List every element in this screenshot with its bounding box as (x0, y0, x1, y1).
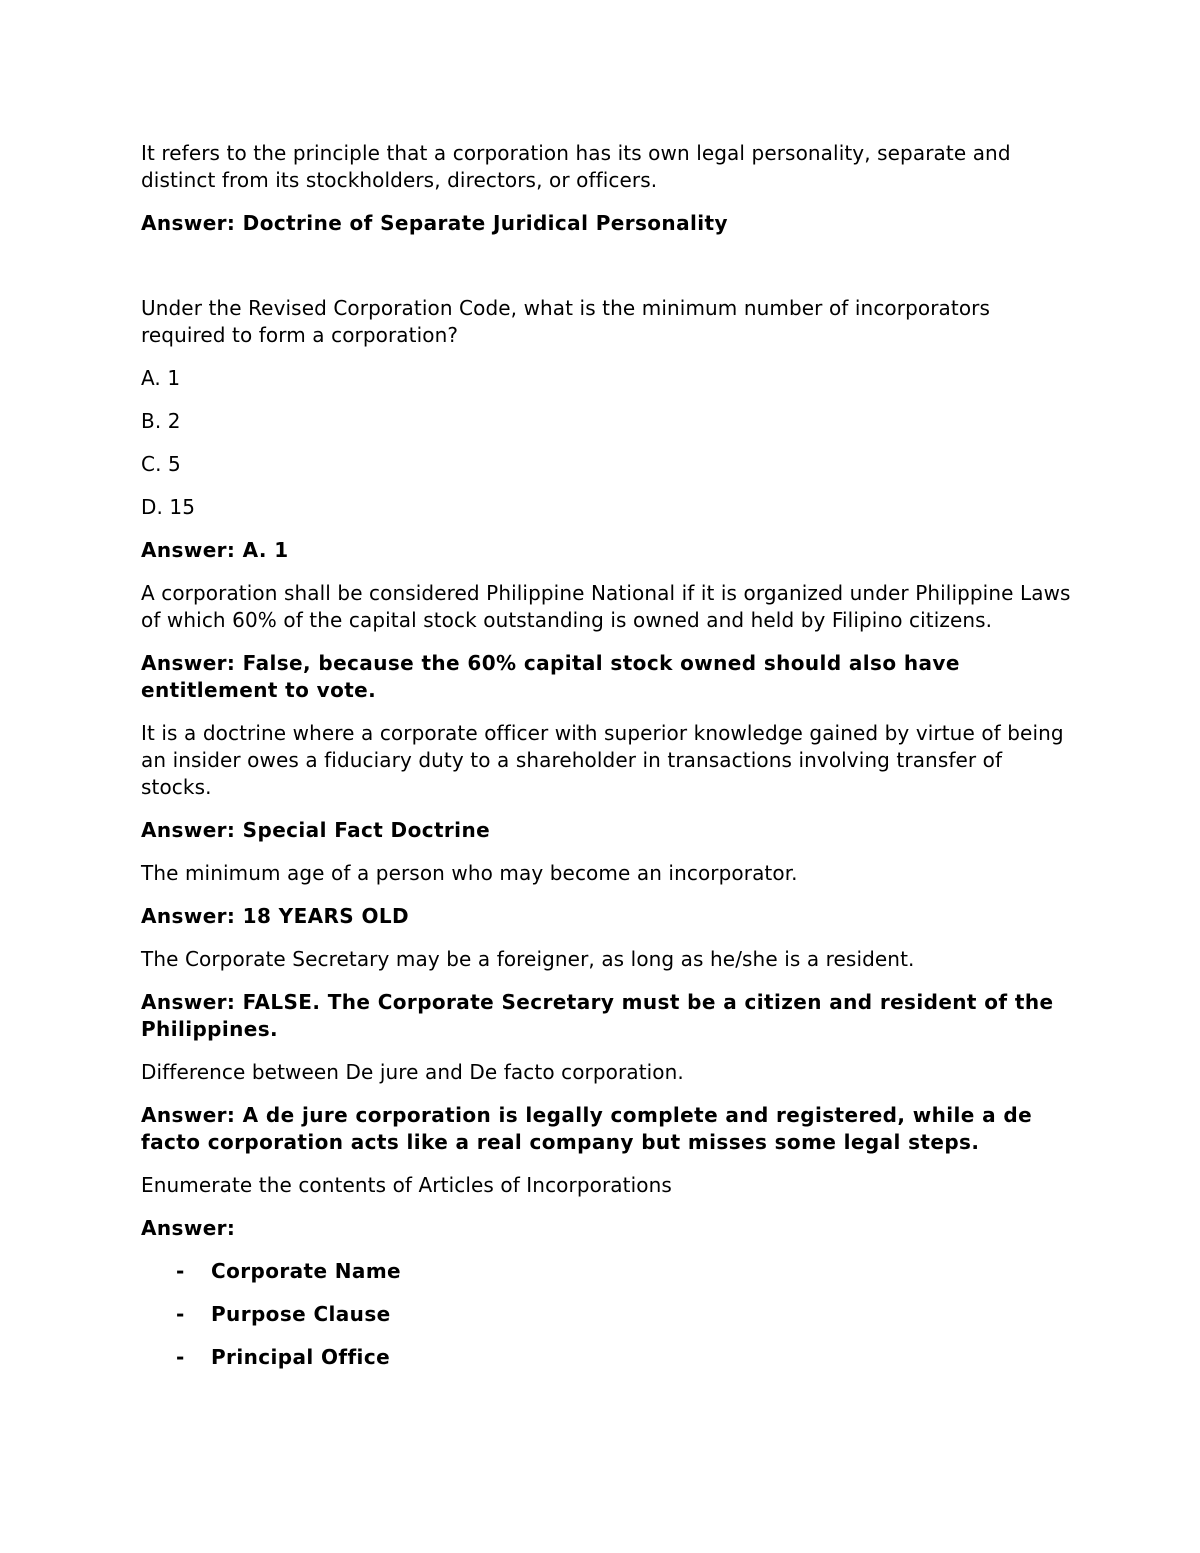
list-item-label: Corporate Name (211, 1259, 402, 1283)
list-item (141, 1344, 1071, 1371)
option-a: A. 1 (141, 366, 181, 390)
list-bullet: - (176, 1259, 185, 1283)
list-item-label: Principal Office (211, 1345, 391, 1369)
list-item (141, 1258, 1071, 1285)
answer-text: Answer: A de jure corporation is legally complete and registered, while a de facto corporation acts like a real company but misses some legal steps. (141, 1103, 1033, 1154)
answer-text: Answer: A. 1 (141, 538, 289, 562)
question-text: The minimum age of a person who may become an incorporator. (141, 861, 798, 885)
question-text: It refers to the principle that a corporation has its own legal personality, separate and distinct from its stockholders, directors, or officers. (141, 141, 1011, 192)
question-text: A corporation shall be considered Philippine National if it is organized under Philippine Laws of which 60% of the capital stock outstanding is owned and held by Filipino citizens. (141, 581, 1071, 632)
option-d: D. 15 (141, 495, 196, 519)
list-item (141, 1301, 1071, 1328)
question-text: The Corporate Secretary may be a foreigner, as long as he/she is a resident. (141, 947, 915, 971)
question-text: It is a doctrine where a corporate officer with superior knowledge gained by virtue of being an insider owes a fiduciary duty to a shareholder in transactions involving transfer of stocks. (141, 721, 1064, 799)
question-text: Difference between De jure and De facto corporation. (141, 1060, 684, 1084)
answer-text: Answer: 18 YEARS OLD (141, 904, 410, 928)
answer-text: Answer: (141, 1216, 236, 1240)
answer-text: Answer: Doctrine of Separate Juridical Personality (141, 211, 728, 235)
answer-text: Answer: False, because the 60% capital stock owned should also have entitlement to vote. (141, 651, 960, 702)
document-page (141, 140, 1071, 1387)
question-text: Under the Revised Corporation Code, what is the minimum number of incorporators required to form a corporation? (141, 296, 991, 347)
option-b: B. 2 (141, 409, 181, 433)
answer-text: Answer: FALSE. The Corporate Secretary must be a citizen and resident of the Philippines. (141, 990, 1054, 1041)
list-item-label: Purpose Clause (211, 1302, 391, 1326)
list-bullet: - (176, 1345, 185, 1369)
option-c: C. 5 (141, 452, 181, 476)
list-bullet: - (176, 1302, 185, 1326)
question-text: Enumerate the contents of Articles of Incorporations (141, 1173, 672, 1197)
answer-text: Answer: Special Fact Doctrine (141, 818, 491, 842)
articles-contents-list (141, 1258, 1071, 1371)
